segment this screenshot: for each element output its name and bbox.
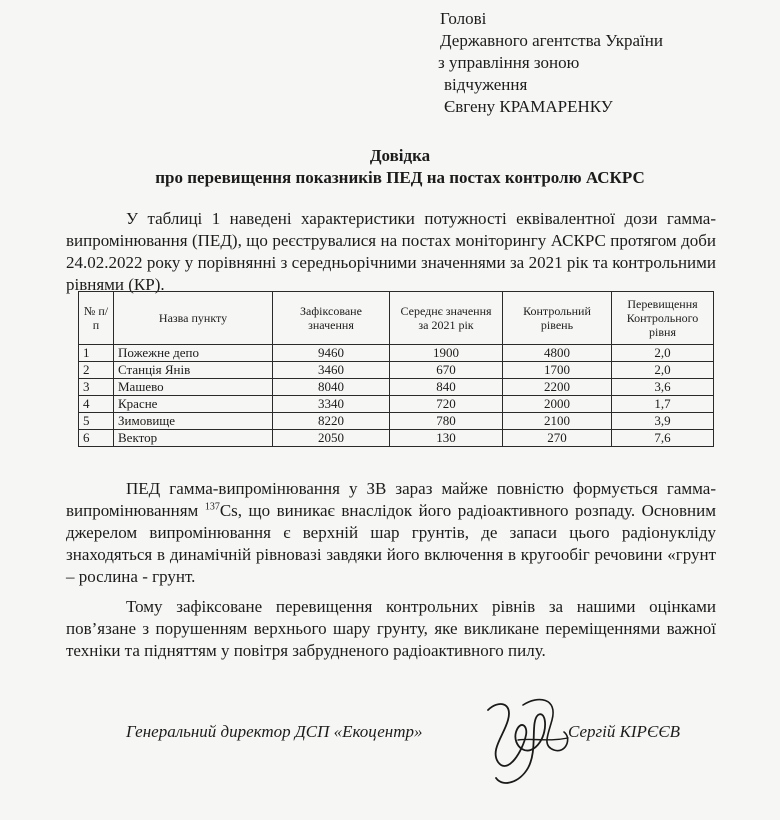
cell-excess: 1,7 — [612, 396, 714, 413]
col-header-excess: Перевищення Контрольного рівня — [612, 292, 714, 345]
cell-name: Пожежне депо — [114, 345, 273, 362]
isotope-symbol: Cs — [219, 501, 238, 520]
cell-index: 3 — [79, 379, 114, 396]
addressee-block — [440, 8, 663, 118]
conclusion-text: Тому зафіксоване перевищення контрольних рівнів за нашими оцінками пов’язане з порушенням верхнього шару грунту, яке викликане переміщеннями важної техніки та підняттям у повітря забрудненого радіоактивного пилу. — [66, 597, 716, 660]
addressee-line: Голові — [440, 9, 487, 28]
cell-excess: 3,6 — [612, 379, 714, 396]
table-row — [79, 413, 714, 430]
readings-table — [78, 291, 714, 447]
table-header-row — [79, 292, 714, 345]
cell-recorded: 2050 — [273, 430, 390, 447]
addressee-line: Євгену КРАМАРЕНКУ — [444, 97, 613, 116]
cell-excess: 2,0 — [612, 345, 714, 362]
cell-index: 2 — [79, 362, 114, 379]
cell-average: 1900 — [390, 345, 503, 362]
isotope-text-after: , що виникає внаслідок його радіоактивного розпаду. Основним джерелом випромінювання є верхній шар грунтів, де запаси цього радіонукліду знаходяться в динамічній рівновазі завдяки його включення в кругообіг речовини «грунт – рослина - грунт. — [66, 501, 716, 586]
document-title — [60, 145, 740, 189]
cell-excess: 7,6 — [612, 430, 714, 447]
cell-control: 4800 — [503, 345, 612, 362]
cell-index: 4 — [79, 396, 114, 413]
isotope-paragraph — [66, 478, 716, 588]
table-row — [79, 379, 714, 396]
intro-text: У таблиці 1 наведені характеристики потужності еквівалентної дози гамма-випромінювання (ПЕД), що реєструвалися на постах моніторингу АСКРС протягом доби 24.02.2022 року у порівнянні з середньорічними значеннями за 2021 рік та контрольними рівнями (КР). — [66, 209, 716, 294]
cell-control: 2200 — [503, 379, 612, 396]
table-row — [79, 396, 714, 413]
cell-recorded: 3460 — [273, 362, 390, 379]
cell-name: Красне — [114, 396, 273, 413]
cell-average: 670 — [390, 362, 503, 379]
cell-name: Вектор — [114, 430, 273, 447]
table-row — [79, 362, 714, 379]
conclusion-paragraph — [66, 596, 716, 662]
cell-index: 5 — [79, 413, 114, 430]
cell-control: 1700 — [503, 362, 612, 379]
cell-control: 270 — [503, 430, 612, 447]
cell-name: Машево — [114, 379, 273, 396]
col-header-index: № п/п — [79, 292, 114, 345]
cell-name: Станція Янів — [114, 362, 273, 379]
signatory-name: Сергій КІРЄЄВ — [568, 722, 681, 741]
intro-paragraph — [66, 208, 716, 296]
col-header-recorded: Зафіксоване значення — [273, 292, 390, 345]
col-header-average: Середнє значення за 2021 рік — [390, 292, 503, 345]
table-row — [79, 345, 714, 362]
cell-index: 1 — [79, 345, 114, 362]
signatory-role: Генеральний директор ДСП «Екоцентр» — [126, 722, 423, 741]
addressee-line: з управління зоною — [438, 53, 580, 72]
cell-excess: 3,9 — [612, 413, 714, 430]
isotope-text-before: ПЕД гамма-випромінювання у ЗВ зараз майже повністю формується гамма-випромінюванням — [66, 479, 716, 520]
title-subheading: про перевищення показників ПЕД на постах контролю АСКРС — [155, 168, 645, 187]
addressee-line: відчуження — [444, 75, 528, 94]
handwritten-signature — [468, 680, 588, 800]
cell-control: 2000 — [503, 396, 612, 413]
cell-control: 2100 — [503, 413, 612, 430]
isotope-mass-number: 137 — [204, 501, 220, 513]
cell-name: Зимовище — [114, 413, 273, 430]
col-header-name: Назва пункту — [114, 292, 273, 345]
cell-excess: 2,0 — [612, 362, 714, 379]
table-row — [79, 430, 714, 447]
cell-average: 720 — [390, 396, 503, 413]
cell-recorded: 9460 — [273, 345, 390, 362]
cell-recorded: 3340 — [273, 396, 390, 413]
col-header-control: Контрольний рівень — [503, 292, 612, 345]
cell-average: 840 — [390, 379, 503, 396]
cell-recorded: 8040 — [273, 379, 390, 396]
cell-average: 780 — [390, 413, 503, 430]
title-heading: Довідка — [369, 146, 431, 165]
addressee-line: Державного агентства України — [440, 31, 663, 50]
cell-recorded: 8220 — [273, 413, 390, 430]
cell-index: 6 — [79, 430, 114, 447]
cell-average: 130 — [390, 430, 503, 447]
